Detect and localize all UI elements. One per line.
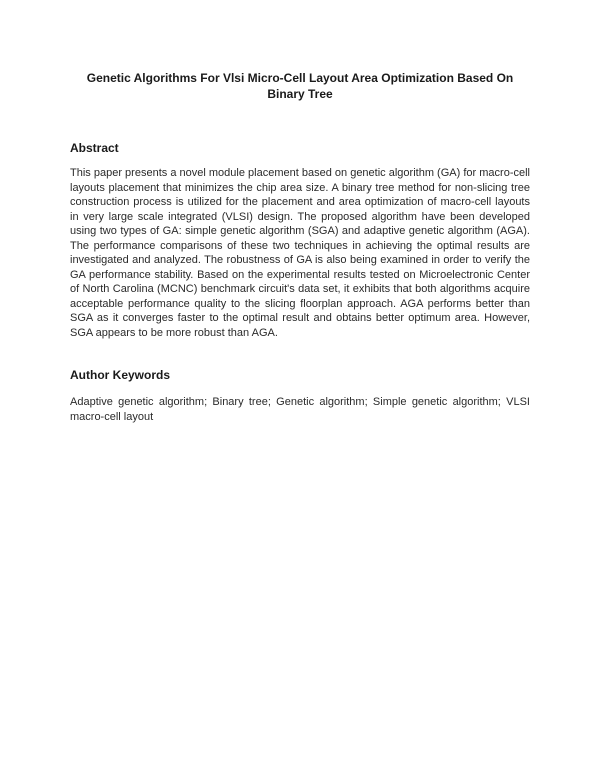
keywords-text: Adaptive genetic algorithm; Binary tree; Genetic algorithm; Simple genetic algorithm; VLSI macro-cell layout: [70, 396, 530, 423]
paper-title: Genetic Algorithms For Vlsi Micro-Cell Layout Area Optimization Based On Binary Tree: [86, 71, 514, 101]
abstract-text: This paper presents a novel module placement based on genetic algorithm (GA) for macro-cell layouts placement that minimizes the chip area size. A binary tree method for non-slicing tree construction process is utilized for the placement and area optimization of macro-cell layouts in very large scale integrated (VLSI) design. The proposed algorithm have been developed using two types of GA: simple genetic algorithm (SGA) and adaptive genetic algorithm (AGA). The performance comparisons of these two techniques in achieving the optimal results are investigated and analyzed. The robustness of GA is also being examined in order to verify the GA performance stability. Based on the experimental results tested on Microelectronic Center of North Carolina (MCNC) benchmark circuit's data set, it exhibits that both algorithms acquire acceptable performance quality to the slicing floorplan approach. AGA performs better than SGA as it converges faster to the optimal result and obtains better optimum area. However, SGA appears to be more robust than AGA.: [70, 167, 530, 339]
keywords-heading: Author Keywords: [70, 368, 171, 382]
abstract-heading: Abstract: [70, 141, 119, 155]
